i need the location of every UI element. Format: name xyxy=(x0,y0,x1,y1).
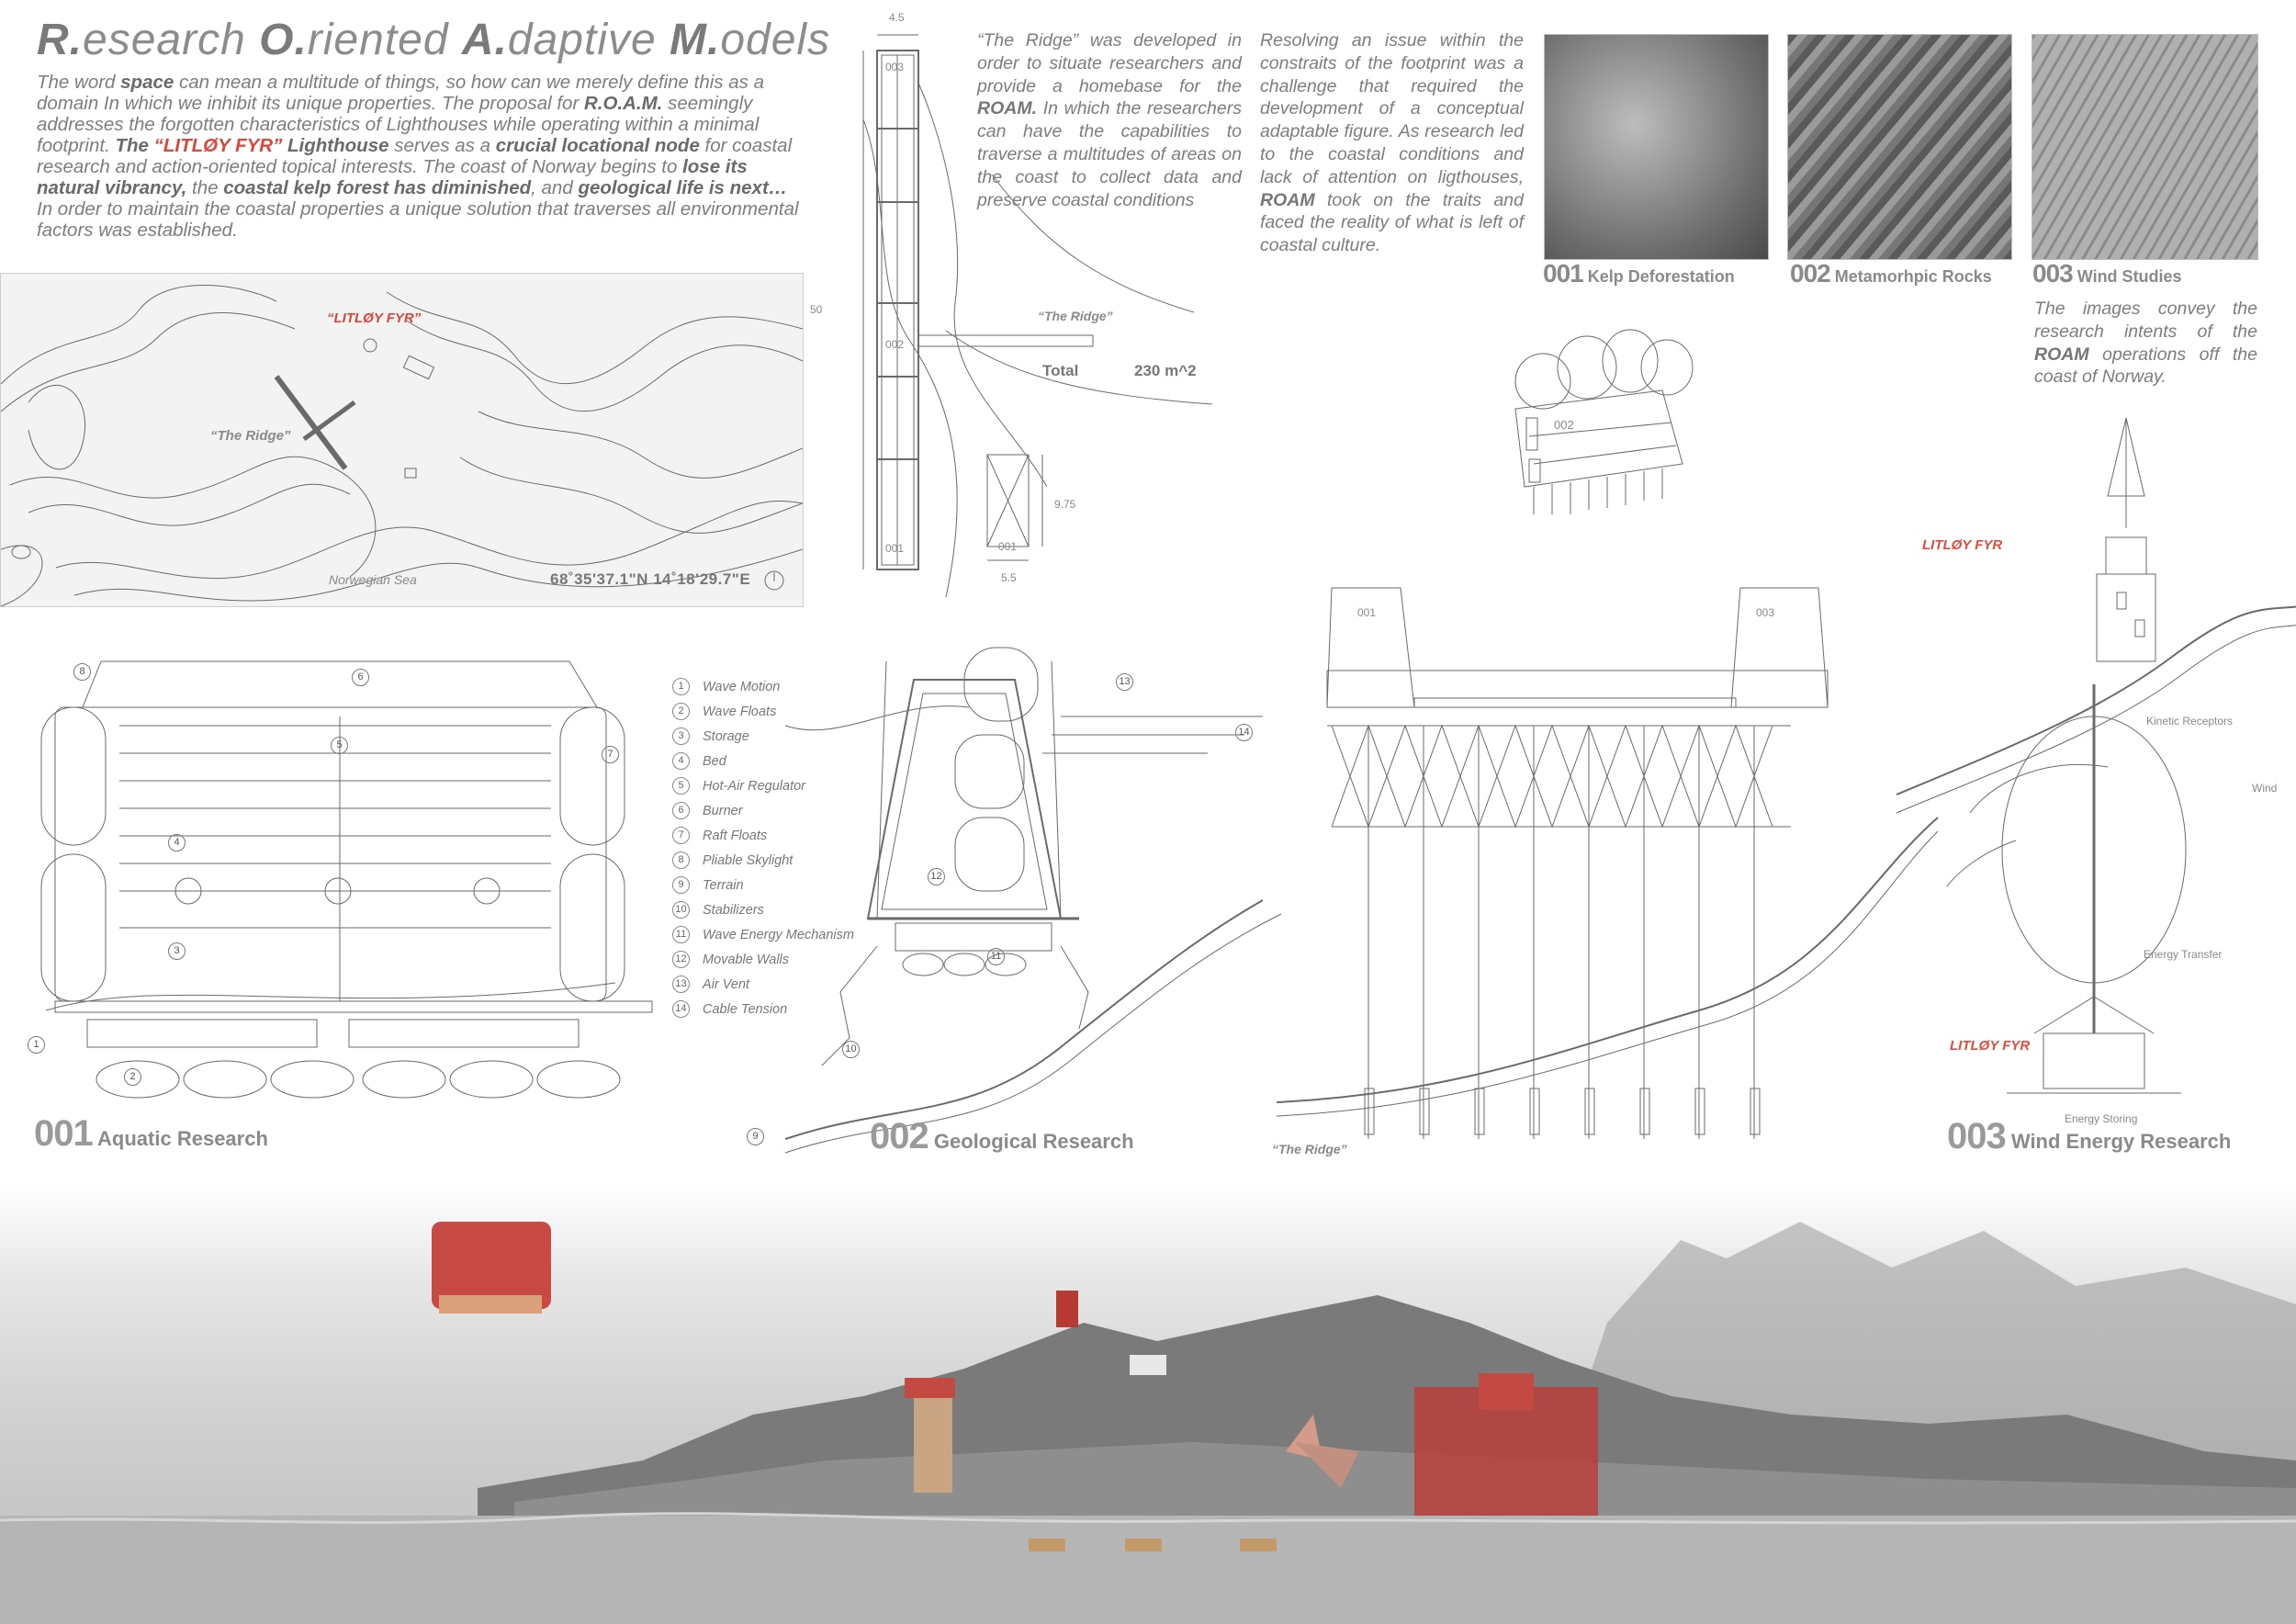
ridge-elev-unit-001: 001 xyxy=(1357,606,1377,619)
floating-pod-drawing xyxy=(1479,326,1699,519)
wind-energy-storing-label: Energy Storing xyxy=(2065,1112,2138,1125)
aquatic-marker-6: 6 xyxy=(352,669,369,686)
aquatic-marker-5: 5 xyxy=(331,737,348,754)
plan-dim-length: 50 xyxy=(810,303,823,316)
resolve-description: Resolving an issue within the constraits of the footprint was a challenge that required the development of a conceptual adaptable figure. As research led to the coastal conditions and lack of attention on ligthouses, ROAM took on the traits and faced the reality of what is left of coastal culture. xyxy=(1260,30,1524,256)
plan-total-value: 230 m^2 xyxy=(1134,362,1197,379)
plan-unit-001: 001 xyxy=(885,542,905,555)
aquatic-marker-1: 1 xyxy=(28,1036,45,1054)
wind-lighthouse-label-bottom: LITLØY FYR xyxy=(1950,1038,2031,1054)
photo-rocks xyxy=(1787,34,2012,260)
geo-marker-11: 11 xyxy=(987,948,1005,965)
aquatic-marker-2: 2 xyxy=(124,1068,141,1086)
plan-ridge-label: “The Ridge” xyxy=(1038,309,1113,323)
geo-marker-10: 10 xyxy=(842,1041,860,1058)
legend-item: 7 Raft Floats xyxy=(672,823,854,848)
landscape-scene xyxy=(0,1185,2296,1624)
north-arrow-icon xyxy=(763,570,785,592)
section-label-geological: 002 Geological Research xyxy=(870,1116,1134,1156)
legend-item: 11 Wave Energy Mechanism xyxy=(672,922,854,947)
legend-item: 14 Cable Tension xyxy=(672,997,854,1021)
aquatic-marker-8: 8 xyxy=(73,663,91,681)
plan-unit-detail-label: 001 xyxy=(998,540,1018,553)
plan-total-label: Total xyxy=(1042,362,1079,379)
legend-item: 3 Storage xyxy=(672,724,854,749)
wind-kinetic-label: Kinetic Receptors xyxy=(2146,715,2234,727)
map-sea-label: Norwegian Sea xyxy=(329,572,417,587)
geological-section-drawing xyxy=(785,606,1281,1157)
images-description: The images convey the research intents of the ROAM operations off the coast of Norway. xyxy=(2034,299,2257,388)
photo-kelp xyxy=(1544,34,1769,260)
section-label-aquatic: 001 Aquatic Research xyxy=(34,1113,268,1154)
ridge-description: “The Ridge” was developed in order to situate researchers and provide a homebase for the ROAM. In which the researchers can have the capabilities to traverse a multitudes of areas on the coast to collect data and preserve coastal conditions xyxy=(977,30,1242,210)
pod-label: 002 xyxy=(1554,418,1574,432)
plan-unit-dim-w: 5.5 xyxy=(1001,571,1017,584)
legend-item: 10 Stabilizers xyxy=(672,897,854,922)
map-ridge-label: “The Ridge” xyxy=(210,428,291,444)
map-lighthouse-label: “LITLØY FYR” xyxy=(327,310,422,326)
photo-caption-3: 003 Wind Studies xyxy=(2032,259,2182,288)
aquatic-marker-3: 3 xyxy=(168,942,186,960)
section-label-wind: 003 Wind Energy Research xyxy=(1947,1116,2232,1156)
geo-marker-9: 9 xyxy=(747,1128,764,1145)
aquatic-marker-7: 7 xyxy=(602,746,619,763)
legend-item: 9 Terrain xyxy=(672,873,854,897)
site-map xyxy=(0,273,804,607)
plan-unit-003: 003 xyxy=(885,61,905,73)
ridge-elev-label: “The Ridge” xyxy=(1272,1142,1347,1156)
geo-marker-13: 13 xyxy=(1116,673,1133,691)
page-title: R.esearch O.riented A.daptive M.odels xyxy=(37,16,831,64)
legend-item: 1 Wave Motion xyxy=(672,674,854,699)
map-coordinates: 68˚35'37.1"N 14˚18'29.7"E xyxy=(550,570,751,588)
legend-item: 6 Burner xyxy=(672,798,854,823)
legend-item: 13 Air Vent xyxy=(672,972,854,997)
photo-caption-2: 002 Metamorhpic Rocks xyxy=(1790,259,1992,288)
photo-wind xyxy=(2032,34,2258,260)
wind-wind-label: Wind xyxy=(2252,782,2278,795)
legend-item: 12 Movable Walls xyxy=(672,947,854,972)
wind-energy-transfer-label: Energy Transfer xyxy=(2144,948,2223,961)
photo-caption-1: 001 Kelp Deforestation xyxy=(1543,259,1735,288)
wind-lighthouse-label-top: LITLØY FYR xyxy=(1922,537,2003,553)
legend-item: 8 Pliable Skylight xyxy=(672,848,854,873)
legend-item: 4 Bed xyxy=(672,749,854,773)
wind-energy-drawing xyxy=(1896,409,2296,1107)
ridge-elevation-drawing xyxy=(1277,579,1938,1148)
aquatic-marker-4: 4 xyxy=(168,834,186,851)
legend-item: 2 Wave Floats xyxy=(672,699,854,724)
landscape-render xyxy=(0,1185,2296,1624)
plan-dim-width: 4.5 xyxy=(889,11,905,24)
geo-marker-14: 14 xyxy=(1235,724,1253,741)
plan-unit-dim-h: 9.75 xyxy=(1054,498,1076,511)
ridge-elev-unit-003: 003 xyxy=(1756,606,1775,619)
intro-paragraph: The word space can mean a multitude of things, so how can we merely define this as a domain In which we inhibit its unique properties. The proposal for R.O.A.M. seemingly addresses the forgotten characteristics of Lighthouses while operating within a minimal footprint. The “LITLØY FYR” Lighthouse serves as a crucial locational node for coastal research and action-oriented topical interests. The coast of Norway begins to lose its natural vibrancy, the coastal kelp forest has diminished, and geological life is next… In order to maintain the coastal properties a unique solution that traverses all environmental factors was established. xyxy=(37,72,799,241)
legend-item: 5 Hot-Air Regulator xyxy=(672,773,854,798)
plan-unit-002: 002 xyxy=(885,338,905,351)
geo-marker-12: 12 xyxy=(928,868,945,885)
aquatic-section-drawing xyxy=(28,625,634,1111)
